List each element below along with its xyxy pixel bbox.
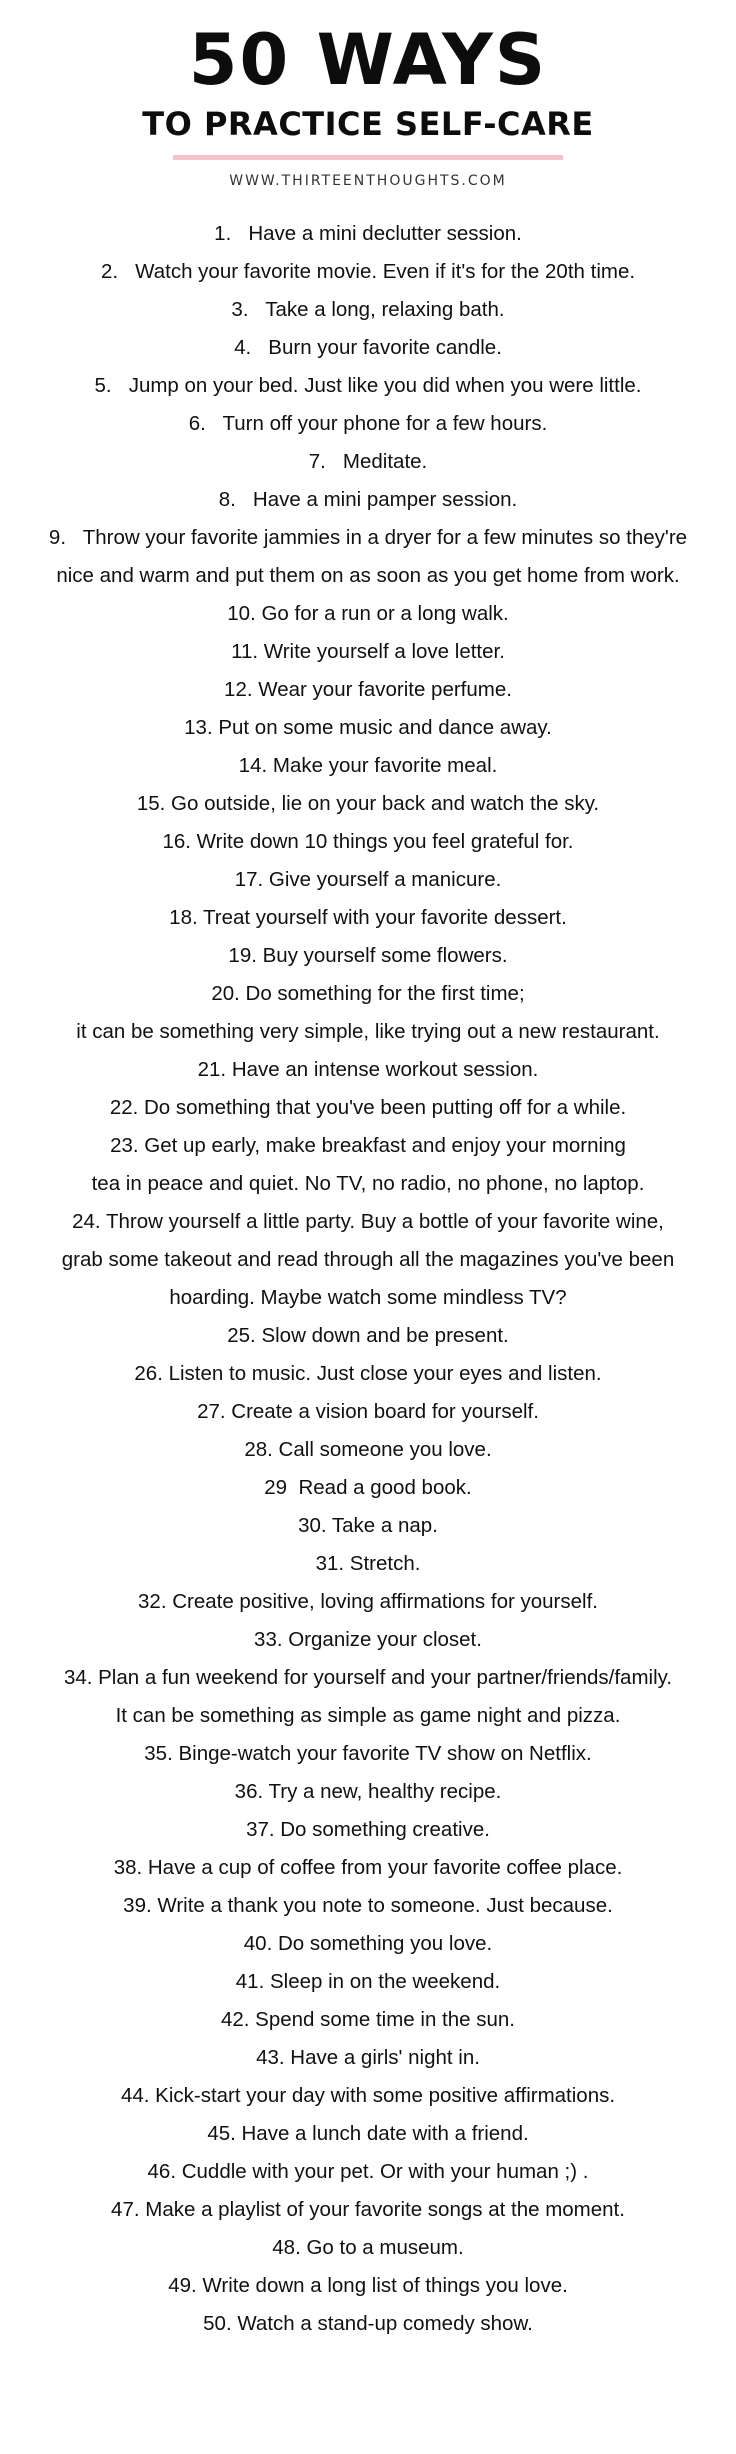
list-line: 12. Wear your favorite perfume. <box>224 678 512 701</box>
list-line: 39. Write a thank you note to someone. Just because. <box>123 1894 613 1917</box>
list-line: 3. Take a long, relaxing bath. <box>231 298 505 321</box>
list-line: 38. Have a cup of coffee from your favorite coffee place. <box>113 1856 623 1879</box>
list-line: 36. Try a new, healthy recipe. <box>234 1780 502 1803</box>
list-line: 49. Write down a long list of things you love. <box>168 2274 568 2297</box>
list-line: 25. Slow down and be present. <box>227 1324 509 1347</box>
list-line: 40. Do something you love. <box>243 1932 493 1955</box>
list-line: 47. Make a playlist of your favorite songs at the moment. <box>111 2198 625 2221</box>
list-line: 45. Have a lunch date with a friend. <box>207 2122 529 2145</box>
list-line: nice and warm and put them on as soon as you get home from work. <box>56 564 680 587</box>
list-line: 33. Organize your closet. <box>254 1628 482 1651</box>
list-line: 14. Make your favorite meal. <box>238 754 498 777</box>
list-line: 29 Read a good book. <box>264 1476 472 1499</box>
pink-underline <box>173 155 563 160</box>
website-url: WWW.THIRTEENTHOUGHTS.COM <box>229 173 507 189</box>
list-line: 15. Go outside, lie on your back and watch the sky. <box>136 792 600 815</box>
list-line: 35. Binge-watch your favorite TV show on Netflix. <box>144 1742 592 1765</box>
list-line: 22. Do something that you've been putting off for a while. <box>109 1096 627 1119</box>
list-line: 18. Treat yourself with your favorite dessert. <box>169 906 567 929</box>
list-line: 23. Get up early, make breakfast and enjoy your morning <box>110 1134 626 1157</box>
list-line: 4. Burn your favorite candle. <box>234 336 502 359</box>
list-line: 32. Create positive, loving affirmations for yourself. <box>138 1590 598 1613</box>
list-line: 42. Spend some time in the sun. <box>220 2008 515 2031</box>
list-line: 19. Buy yourself some flowers. <box>228 944 508 967</box>
self-care-list <box>0 215 736 2343</box>
list-line: hoarding. Maybe watch some mindless TV? <box>169 1286 567 1309</box>
list-line: 6. Turn off your phone for a few hours. <box>188 412 548 435</box>
list-line: 2. Watch your favorite movie. Even if it's for the 20th time. <box>100 260 636 283</box>
list-line: 31. Stretch. <box>315 1552 421 1575</box>
list-line: 27. Create a vision board for yourself. <box>197 1400 539 1423</box>
list-line: 7. Meditate. <box>308 450 428 473</box>
list-line: 21. Have an intense workout session. <box>197 1058 539 1081</box>
list-line: 17. Give yourself a manicure. <box>234 868 502 891</box>
list-line: 44. Kick-start your day with some positive affirmations. <box>120 2084 616 2107</box>
list-line: tea in peace and quiet. No TV, no radio, no phone, no laptop. <box>91 1172 645 1195</box>
list-line: 9. Throw your favorite jammies in a dryer for a few minutes so they're <box>48 526 688 549</box>
list-line: 50. Watch a stand-up comedy show. <box>203 2312 533 2335</box>
list-line: 5. Jump on your bed. Just like you did when you were little. <box>94 374 642 397</box>
list-line: 26. Listen to music. Just close your eyes and listen. <box>134 1362 602 1385</box>
list-line: 20. Do something for the first time; <box>211 982 525 1005</box>
list-line: 34. Plan a fun weekend for yourself and your partner/friends/family. <box>63 1666 673 1689</box>
list-line: grab some takeout and read through all the magazines you've been <box>61 1248 675 1271</box>
list-line: 8. Have a mini pamper session. <box>218 488 518 511</box>
list-line: it can be something very simple, like trying out a new restaurant. <box>76 1020 660 1043</box>
list-line: 46. Cuddle with your pet. Or with your human ;) . <box>147 2160 589 2183</box>
list-line: It can be something as simple as game night and pizza. <box>115 1704 621 1727</box>
list-line: 1. Have a mini declutter session. <box>214 222 522 245</box>
list-line: 16. Write down 10 things you feel grateful for. <box>162 830 574 853</box>
list-line: 10. Go for a run or a long walk. <box>227 602 509 625</box>
list-line: 11. Write yourself a love letter. <box>231 640 505 663</box>
page-title: 50 WAYS <box>188 19 548 101</box>
page-subtitle: TO PRACTICE SELF-CARE <box>142 105 594 143</box>
list-line: 41. Sleep in on the weekend. <box>235 1970 501 1993</box>
list-line: 43. Have a girls' night in. <box>256 2046 480 2069</box>
list-line: 28. Call someone you love. <box>244 1438 492 1461</box>
list-line: 30. Take a nap. <box>298 1514 438 1537</box>
list-line: 13. Put on some music and dance away. <box>184 716 552 739</box>
list-line: 37. Do something creative. <box>246 1818 490 1841</box>
list-line: 24. Throw yourself a little party. Buy a bottle of your favorite wine, <box>72 1210 664 1233</box>
list-line: 48. Go to a museum. <box>272 2236 464 2259</box>
